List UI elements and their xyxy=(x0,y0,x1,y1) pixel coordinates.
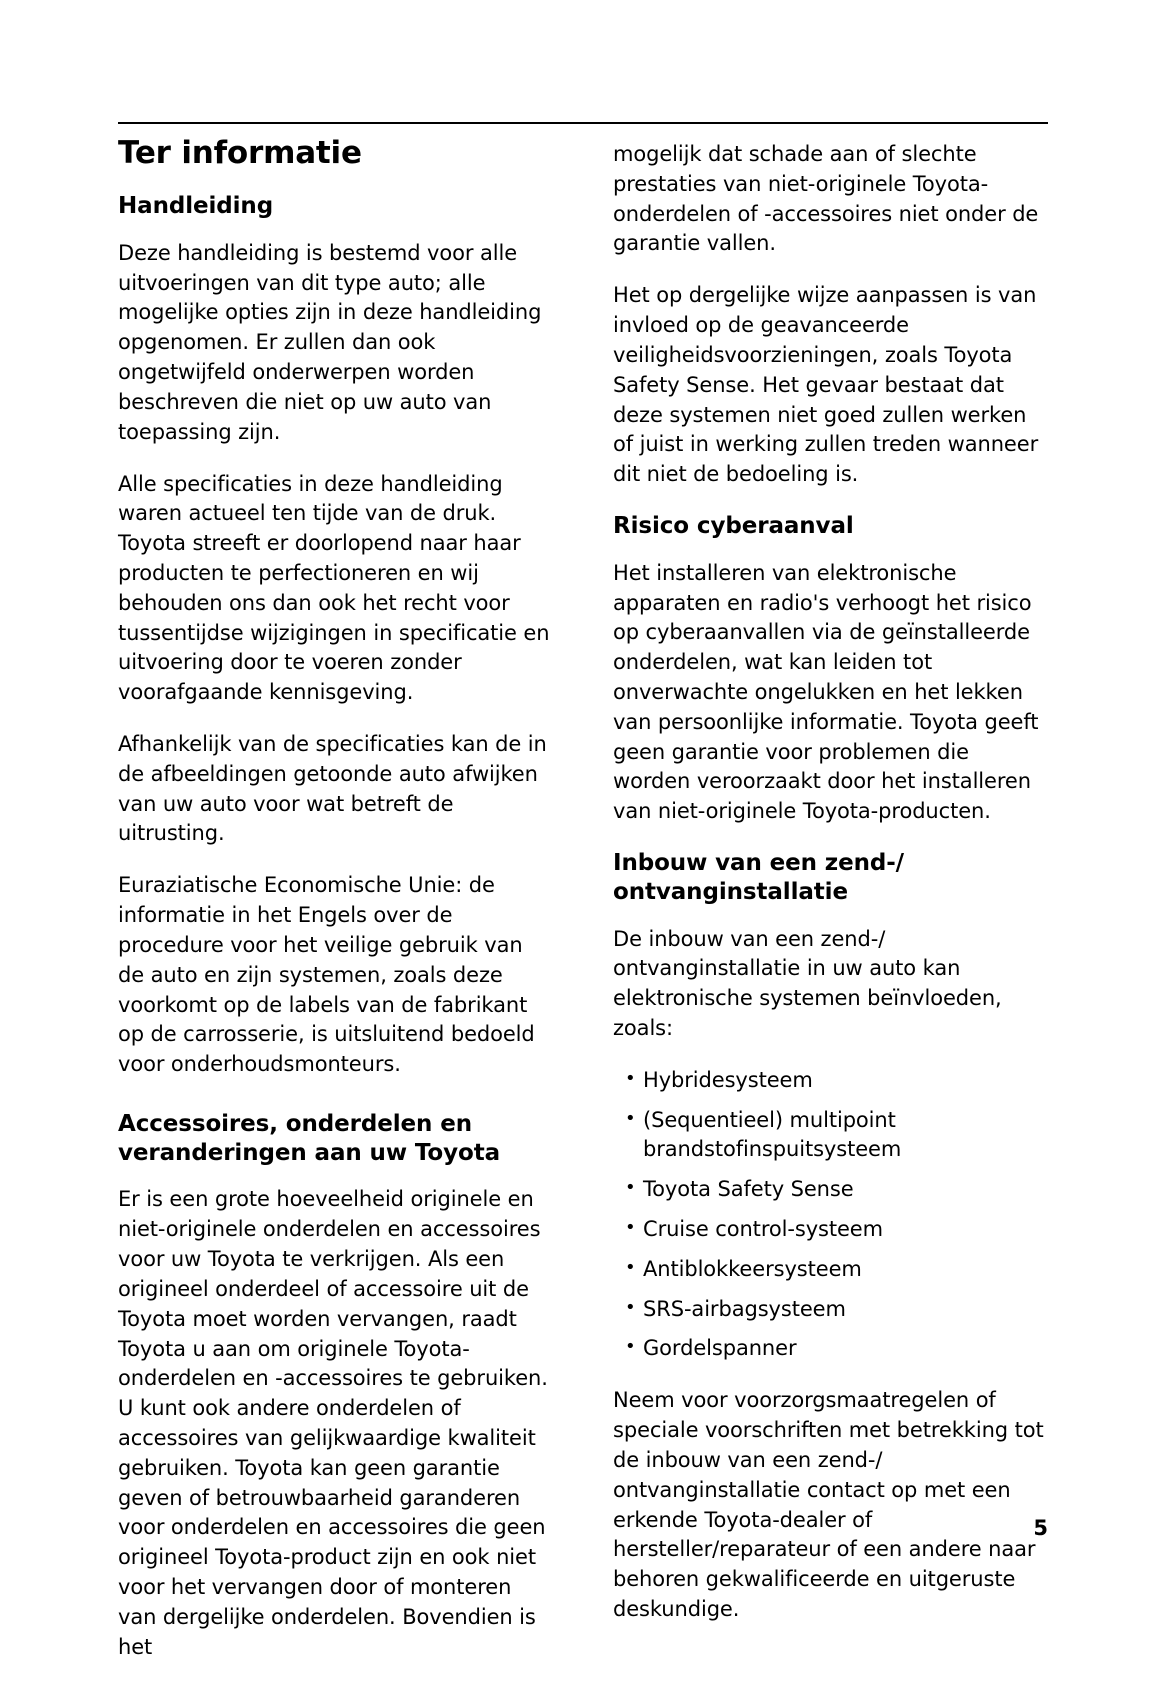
section-heading-accessoires: Accessoires, onderdelen en veranderingen aan uw Toyota xyxy=(118,1110,501,1166)
page-number: 5 xyxy=(1033,1516,1048,1540)
paragraph: Het op dergelijke wijze aanpassen is van invloed op de geavanceerde veiligheidsvoorzieningen, zoals Toyota Safety Sense. Het gevaar bestaat dat deze systemen niet goed zullen werken of juist in werking zullen treden wanneer dit niet de bedoeling is. xyxy=(613,283,1039,487)
paragraph: Neem voor voorzorgsmaatregelen of speciale voorschriften met betrekking tot de inbouw van een zend-/ ontvanginstallatie contact op met een erkende Toyota-dealer of hersteller/reparateur of een andere naar behoren gekwalificeerde en uitgeruste deskundige. xyxy=(613,1388,1044,1621)
list-item: • Gordelspanner xyxy=(613,1334,1048,1364)
list-item: • Hybridesysteem xyxy=(613,1066,1048,1096)
header-divider-rule xyxy=(118,122,1048,124)
document-page xyxy=(118,0,1048,1659)
right-column xyxy=(613,136,1048,1684)
page-title: Ter informatie xyxy=(118,135,362,171)
list-item: • Toyota Safety Sense xyxy=(613,1175,1048,1205)
paragraph: mogelijk dat schade aan of slechte prestaties van niet-originele Toyota-onderdelen of -accessoires niet onder de garantie vallen. xyxy=(613,142,1039,256)
systems-bullet-list xyxy=(613,1066,1048,1365)
list-item: • Antiblokkeersysteem xyxy=(613,1255,1048,1285)
paragraph: Euraziatische Economische Unie: de informatie in het Engels over de procedure voor het veilige gebruik van de auto en zijn systemen, zoals deze voorkomt op de labels van de fabrikant op de carrosserie, is uitsluitend bedoeld voor onderhoudsmonteurs. xyxy=(118,873,535,1077)
paragraph: Afhankelijk van de specificaties kan de in de afbeeldingen getoonde auto afwijken van uw auto voor wat betreft de uitrusting. xyxy=(118,732,547,846)
section-heading-inbouw-zend-ontvanginstallatie: Inbouw van een zend-/ ontvanginstallatie xyxy=(613,850,904,905)
paragraph: Alle specificaties in deze handleiding waren actueel ten tijde van de druk. Toyota streeft er doorlopend naar haar producten te perfectioneren en wij behouden ons dan ook het recht voor tussentijdse wijzigingen in specificatie en uitvoering door te voeren zonder voorafgaande kennisgeving. xyxy=(118,471,550,705)
paragraph: Er is een grote hoeveelheid originele en niet-originele onderdelen en accessoires voor uw Toyota te verkrijgen. Als een origineel onderdeel of accessoire uit de Toyota moet worden vervangen, raadt Toyota u aan om originele Toyota-onderdelen en -accessoires te gebruiken. U kunt ook andere onderdelen of accessoires van gelijkwaardige kwaliteit gebruiken. Toyota kan geen garantie geven of betrouwbaarheid garanderen voor onderdelen en accessoires die geen origineel Toyota-product zijn en ook niet voor het vervangen door of monteren van dergelijke onderdelen. Bovendien is het xyxy=(118,1187,548,1659)
list-item: • (Sequentieel) multipoint brandstofinspuitsysteem xyxy=(613,1106,1048,1166)
paragraph: De inbouw van een zend-/ ontvanginstallatie in uw auto kan elektronische systemen beïnvloeden, zoals: xyxy=(613,926,1002,1040)
two-column-body xyxy=(118,136,1048,1684)
left-column xyxy=(118,136,553,1684)
section-heading-risico-cyberaanval: Risico cyberaanval xyxy=(613,512,854,539)
paragraph: Deze handleiding is bestemd voor alle uitvoeringen van dit type auto; alle mogelijke opties zijn in deze handleiding opgenomen. Er zullen dan ook ongetwijfeld onderwerpen worden beschreven die niet op uw auto van toepassing zijn. xyxy=(118,240,542,444)
list-item: • Cruise control-systeem xyxy=(613,1215,1048,1245)
section-heading-handleiding: Handleiding xyxy=(118,193,274,220)
paragraph: Het installeren van elektronische apparaten en radio's verhoogt het risico op cyberaanvallen via de geïnstalleerde onderdelen, wat kan leiden tot onverwachte ongelukken en het lekken van persoonlijke informatie. Toyota geeft geen garantie voor problemen die worden veroorzaakt door het installeren van niet-originele Toyota-producten. xyxy=(613,560,1039,824)
list-item: • SRS-airbagsysteem xyxy=(613,1295,1048,1325)
